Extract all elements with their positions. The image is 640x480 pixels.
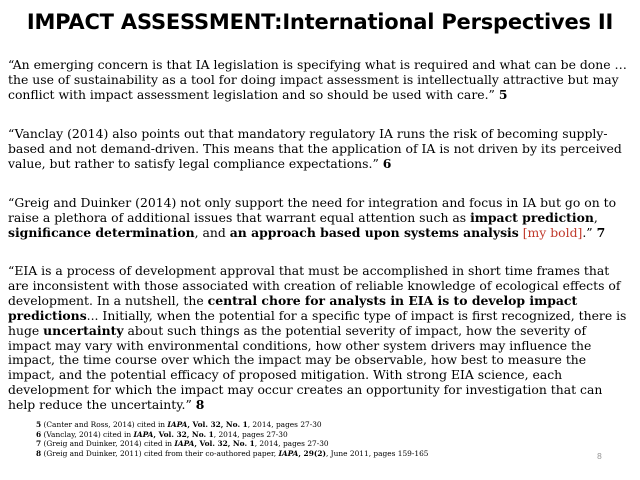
reference-item bbox=[36, 449, 596, 459]
bold-phrase: significance determination bbox=[8, 224, 195, 240]
reference-number: 7 bbox=[36, 439, 42, 449]
reference-text: (Greig and Duinker, 2011) cited from their co-authored paper, bbox=[41, 448, 279, 458]
quote-text: about such things as the potential severity of impact, how the severity of impact may vary with environmental conditions, how other system drivers may influence the impact, the time course over which the impact may be observable, how best to measure the impact, and the potential efficacy of proposed mitigation. With strong EIA science, each development for which the impact may occur creates an opportunity for investigation that can help reduce the uncertainty.” bbox=[8, 322, 603, 413]
reference-marker: 7 bbox=[596, 224, 606, 240]
reference-text: , 2014, pages 27-30 bbox=[254, 439, 329, 449]
quote-text: ... Initially, when the potential for a specific type of impact is first recognized, there is huge bbox=[8, 307, 627, 338]
quote-paragraph-2 bbox=[8, 127, 632, 172]
reference-item bbox=[36, 439, 596, 449]
journal-volume: , Vol. 32, No. 1 bbox=[153, 429, 214, 439]
reference-text: , 2014, pages 27-30 bbox=[247, 420, 322, 429]
quote-paragraph-4 bbox=[8, 264, 632, 413]
reference-marker: 8 bbox=[195, 397, 205, 413]
reference-text: (Canter and Ross, 2014) cited in bbox=[41, 420, 168, 429]
quote-paragraph-1 bbox=[8, 58, 632, 103]
reference-number: 5 bbox=[36, 420, 42, 429]
journal-name: IAPA bbox=[278, 448, 299, 458]
quote-text: “EIA is a process of development approval that must be accomplished in short time frames that are inconsistent with those associated with creation of reliable knowledge of ecological effects of development. In a nutshell, the bbox=[8, 263, 621, 308]
reference-item bbox=[36, 430, 596, 440]
journal-volume: , Vol. 32, No. 1 bbox=[187, 420, 248, 429]
reference-list bbox=[36, 420, 596, 458]
reference-text: (Greig and Duinker, 2014) cited in bbox=[41, 439, 175, 449]
slide-number: 8 bbox=[596, 452, 602, 461]
reference-marker: 5 bbox=[498, 86, 508, 102]
bold-phrase: impact prediction bbox=[470, 209, 594, 225]
quote-text: “An emerging concern is that IA legislation is specifying what is required and what can be done … the use of sustainability as a tool for doing impact assessment is intellectually attractive but may conflict with impact assessment legislation and so should be used with care.” bbox=[8, 57, 627, 102]
quote-text: “Greig and Duinker (2014) not only support the need for integration and focus in IA but go on to raise a plethora of additional issues that warrant equal attention such as bbox=[8, 195, 617, 225]
journal-name: IAPA bbox=[174, 439, 195, 449]
reference-item bbox=[36, 420, 596, 430]
slide-title: IMPACT ASSESSMENT:International Perspectives II bbox=[26, 10, 614, 34]
reference-number: 8 bbox=[36, 448, 42, 458]
journal-name: IAPA bbox=[133, 429, 154, 439]
reference-text: , 2014, pages 27-30 bbox=[213, 429, 288, 439]
quote-paragraph-3 bbox=[8, 196, 632, 241]
quote-text: .” bbox=[582, 224, 593, 240]
editor-note: [my bold] bbox=[522, 224, 583, 240]
bold-phrase: uncertainty bbox=[43, 322, 124, 338]
reference-marker: 6 bbox=[382, 155, 392, 171]
reference-text: (Vanclay, 2014) cited in bbox=[41, 429, 134, 439]
quote-text: , bbox=[593, 209, 598, 225]
quote-text: , and bbox=[194, 224, 230, 240]
journal-volume: , Vol. 32, No. 1 bbox=[194, 439, 255, 449]
bold-phrase: an approach based upon systems analysis bbox=[229, 224, 519, 240]
bold-phrase: central chore for analysts in EIA is to develop impact predictions bbox=[8, 292, 578, 323]
journal-volume: , 29(2) bbox=[298, 448, 326, 458]
journal-name: IAPA bbox=[167, 420, 188, 429]
quote-text: “Vanclay (2014) also points out that mandatory regulatory IA runs the risk of becoming supply-based and not demand-driven. This means that the application of IA is not driven by its perceived value, but rather to satisfy legal compliance expectations.” bbox=[8, 126, 622, 171]
reference-number: 6 bbox=[36, 429, 42, 439]
reference-text: , June 2011, pages 159-165 bbox=[325, 448, 429, 458]
